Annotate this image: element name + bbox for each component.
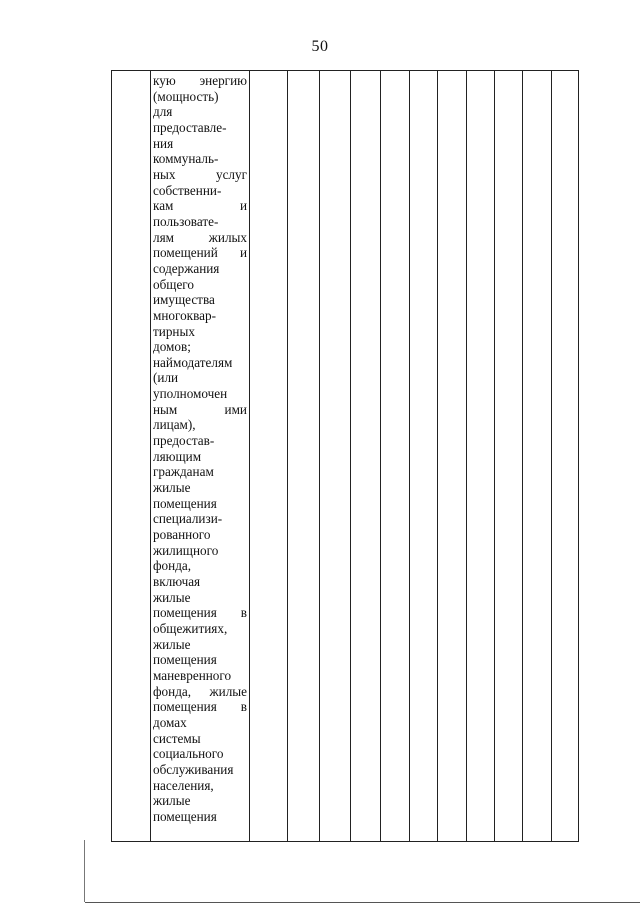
table-column-divider xyxy=(287,70,288,842)
text-word: помещений xyxy=(153,245,218,261)
table-column-divider xyxy=(319,70,320,842)
text-word: населения, xyxy=(153,777,214,793)
text-line xyxy=(153,574,247,590)
text-word: (мощность) xyxy=(153,88,219,104)
text-line xyxy=(153,245,247,261)
text-line xyxy=(153,652,247,668)
text-line xyxy=(153,480,247,496)
text-word: предоставле- xyxy=(153,119,227,135)
text-line xyxy=(153,605,247,621)
table-column-divider xyxy=(380,70,381,842)
table-cell-description xyxy=(153,73,247,825)
text-line xyxy=(153,511,247,527)
text-line xyxy=(153,402,247,418)
text-word: фонда, xyxy=(153,683,192,699)
text-word: уполномочен xyxy=(153,386,228,402)
text-word: помещения xyxy=(153,652,217,668)
text-line xyxy=(153,198,247,214)
table-column-divider xyxy=(249,70,250,842)
text-word: лям xyxy=(153,229,174,245)
text-word: услуг xyxy=(215,166,247,182)
text-word: рованного xyxy=(153,527,211,543)
text-line xyxy=(153,136,247,152)
text-word: пользовате- xyxy=(153,213,219,229)
table-column-divider xyxy=(551,70,552,842)
text-word: жилые xyxy=(153,793,191,809)
text-word: общего xyxy=(153,276,194,292)
text-line xyxy=(153,104,247,120)
text-line xyxy=(153,261,247,277)
text-line xyxy=(153,715,247,731)
text-line xyxy=(153,73,247,89)
text-word: домов; xyxy=(153,339,191,355)
text-word: содержания xyxy=(153,260,220,276)
text-word: тирных xyxy=(153,323,195,339)
text-line xyxy=(153,386,247,402)
text-word: обслуживания xyxy=(153,761,234,777)
text-line xyxy=(153,543,247,559)
table-column-divider xyxy=(522,70,523,842)
text-line xyxy=(153,637,247,653)
text-word: жилые xyxy=(153,480,191,496)
text-word: жилые xyxy=(153,589,191,605)
text-word: кам xyxy=(153,198,174,214)
text-line xyxy=(153,214,247,230)
text-line xyxy=(153,151,247,167)
text-line xyxy=(153,449,247,465)
table-column-divider xyxy=(466,70,467,842)
text-line xyxy=(153,89,247,105)
text-line xyxy=(153,339,247,355)
text-word: жилые xyxy=(153,636,191,652)
text-word: в xyxy=(240,605,247,621)
table-column-divider xyxy=(150,70,151,842)
text-word: помещения xyxy=(153,808,217,824)
text-line xyxy=(153,746,247,762)
text-word: социального xyxy=(153,746,224,762)
text-line xyxy=(153,778,247,794)
text-line xyxy=(153,167,247,183)
text-word: предостав- xyxy=(153,433,215,449)
text-line xyxy=(153,496,247,512)
text-line xyxy=(153,417,247,433)
text-line xyxy=(153,793,247,809)
text-word: имущества xyxy=(153,292,215,308)
text-word: ляющим xyxy=(153,448,202,464)
text-word: (или xyxy=(153,370,179,386)
text-word: в xyxy=(240,699,247,715)
text-word: энергию xyxy=(199,73,247,88)
text-word: помещения xyxy=(153,495,217,511)
text-word: собственни- xyxy=(153,182,222,198)
text-line xyxy=(153,731,247,747)
text-line xyxy=(153,699,247,715)
text-word: ных xyxy=(153,166,176,182)
text-word: помещения xyxy=(153,699,217,715)
text-line xyxy=(153,590,247,606)
text-line xyxy=(153,762,247,778)
text-word: ими xyxy=(224,401,247,417)
text-word: коммуналь- xyxy=(153,151,219,167)
text-line xyxy=(153,183,247,199)
text-line xyxy=(153,684,247,700)
text-word: помещения xyxy=(153,605,217,621)
text-line xyxy=(153,558,247,574)
text-word: для xyxy=(153,104,173,120)
text-word: кую xyxy=(153,73,176,88)
text-line xyxy=(153,277,247,293)
text-word: жилищного xyxy=(153,542,219,558)
text-word: ным xyxy=(153,401,178,417)
text-word: многоквар- xyxy=(153,307,216,323)
text-line xyxy=(153,668,247,684)
text-line xyxy=(153,464,247,480)
text-word: гражданам xyxy=(153,464,214,480)
text-word: жилые xyxy=(209,683,247,699)
text-word: наймодателям xyxy=(153,354,233,370)
text-word: специализи- xyxy=(153,511,223,527)
text-word: и xyxy=(239,245,247,261)
table-column-divider xyxy=(409,70,410,842)
text-line xyxy=(153,230,247,246)
table-column-divider xyxy=(350,70,351,842)
text-word: включая xyxy=(153,574,201,589)
page-left-edge xyxy=(84,840,85,902)
text-word: системы xyxy=(153,730,201,746)
text-word: маневренного xyxy=(153,667,232,683)
text-word: домах xyxy=(153,714,187,730)
text-word: лицам), xyxy=(153,417,196,433)
text-word: и xyxy=(239,198,247,214)
text-line xyxy=(153,433,247,449)
text-line xyxy=(153,621,247,637)
text-line xyxy=(153,308,247,324)
text-word: общежитиях, xyxy=(153,620,228,636)
text-line xyxy=(153,355,247,371)
text-line xyxy=(153,370,247,386)
text-word: ния xyxy=(153,135,174,151)
text-line xyxy=(153,527,247,543)
text-line xyxy=(153,120,247,136)
page-bottom-edge xyxy=(85,902,640,903)
table-column-divider xyxy=(494,70,495,842)
page-number: 50 xyxy=(311,38,329,55)
table-column-divider xyxy=(437,70,438,842)
text-line xyxy=(153,809,247,825)
text-word: фонда, xyxy=(153,558,192,574)
text-word: жилых xyxy=(208,229,247,245)
text-line xyxy=(153,324,247,340)
text-line xyxy=(153,292,247,308)
